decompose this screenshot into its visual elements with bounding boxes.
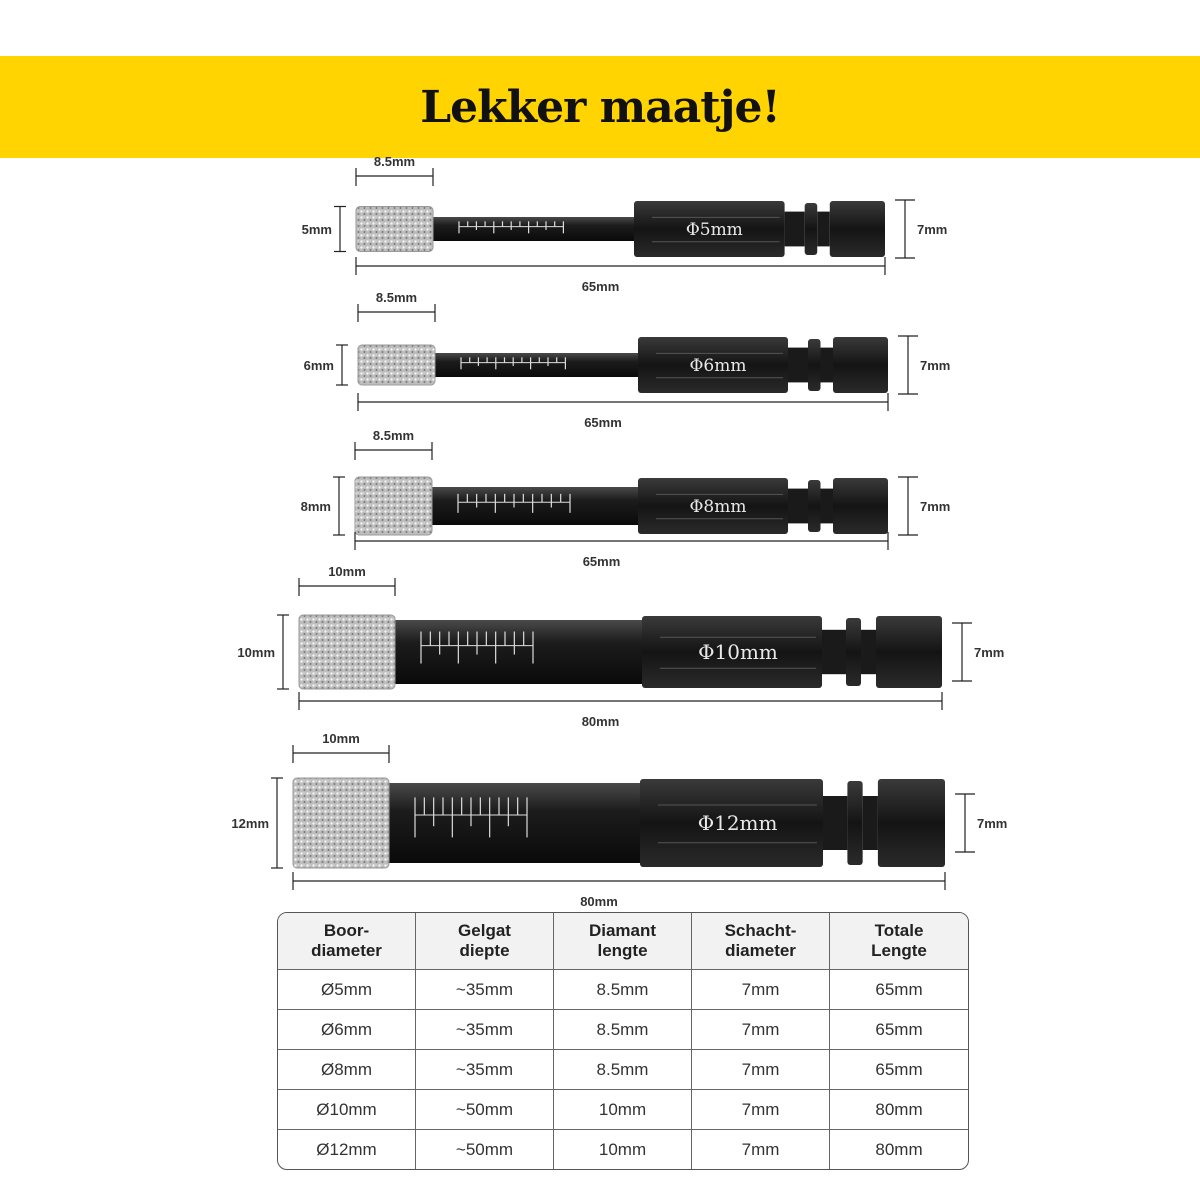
diamond-tip [293, 778, 389, 868]
header-total-length: Totale Lengte [830, 913, 968, 970]
table-cell: ~35mm [416, 1050, 554, 1090]
total-length-label: 80mm [580, 894, 618, 909]
table-row [278, 1010, 968, 1050]
drill-bit-3 [301, 428, 951, 569]
size-marking: Φ8mm [689, 496, 747, 517]
total-length-label: 65mm [581, 279, 620, 294]
drill-bit-1 [302, 154, 948, 294]
table-row [278, 1090, 968, 1130]
hex-shank [638, 478, 888, 534]
header-bore-diameter: Boor- diameter [278, 913, 416, 970]
dimension-diamond-length [358, 290, 435, 322]
diamond-tip [299, 615, 395, 689]
dimension-total-length [355, 532, 888, 569]
size-marking: Φ5mm [685, 219, 743, 240]
dimension-diamond-length [299, 564, 395, 596]
table-row [278, 970, 968, 1010]
diamond-tip [355, 477, 432, 535]
hex-shank [642, 616, 942, 688]
bore-diameter-label: 8mm [300, 499, 331, 514]
shank-diameter-label: 7mm [920, 499, 951, 514]
diamond-length-label: 8.5mm [373, 154, 416, 169]
bore-diameter-label: 12mm [231, 816, 269, 831]
table-cell: ~50mm [416, 1130, 554, 1169]
table-cell: 8.5mm [554, 970, 692, 1010]
bore-diameter-label: 5mm [301, 222, 332, 237]
size-marking: Φ6mm [689, 355, 747, 376]
drill-shank [387, 783, 642, 863]
diamond-tip [358, 345, 435, 385]
dimension-total-length [293, 872, 945, 909]
total-length-label: 80mm [581, 714, 620, 729]
shank-diameter-label: 7mm [917, 222, 948, 237]
table-row [278, 1050, 968, 1090]
page-title: Lekker maatje! [420, 81, 780, 133]
table-cell: ~35mm [416, 1010, 554, 1050]
drill-shank [393, 620, 644, 684]
table-cell: 80mm [830, 1090, 968, 1130]
table-cell: Ø8mm [278, 1050, 416, 1090]
dimension-bore-diameter [302, 207, 346, 252]
table-cell: 7mm [692, 970, 830, 1010]
table-cell: 10mm [554, 1090, 692, 1130]
hex-shank [638, 337, 888, 393]
table-cell: 65mm [830, 1050, 968, 1090]
table-cell: 8.5mm [554, 1050, 692, 1090]
header-diamond-length: Diamant lengte [554, 913, 692, 970]
size-marking: Φ12mm [697, 811, 778, 835]
table-cell: 7mm [692, 1130, 830, 1169]
dimension-diamond-length [293, 731, 389, 763]
spec-table [277, 912, 969, 1170]
table-cell: 10mm [554, 1130, 692, 1169]
table-cell: 7mm [692, 1090, 830, 1130]
table-cell: Ø6mm [278, 1010, 416, 1050]
header-hole-depth: Gelgat diepte [416, 913, 554, 970]
table-cell: Ø10mm [278, 1090, 416, 1130]
size-marking: Φ10mm [698, 640, 778, 664]
table-cell: Ø5mm [278, 970, 416, 1010]
bore-diameter-label: 10mm [237, 645, 275, 660]
diamond-length-label: 10mm [322, 731, 360, 746]
dimension-diamond-length [355, 428, 432, 460]
table-cell: 7mm [692, 1050, 830, 1090]
dimension-shank-diameter [898, 477, 950, 535]
diamond-length-label: 10mm [328, 564, 366, 579]
diamond-length-label: 8.5mm [375, 290, 418, 305]
dimension-shank-diameter [898, 336, 950, 394]
drill-shank [430, 487, 640, 525]
table-cell: Ø12mm [278, 1130, 416, 1169]
shank-diameter-label: 7mm [977, 816, 1008, 831]
diamond-tip [356, 207, 433, 252]
bore-diameter-label: 6mm [303, 358, 334, 373]
table-cell: ~50mm [416, 1090, 554, 1130]
table-row [278, 1130, 968, 1169]
dimension-shank-diameter [952, 623, 1004, 681]
drill-bit-4 [237, 564, 1004, 729]
dimension-bore-diameter [304, 345, 348, 385]
dimension-shank-diameter [895, 200, 947, 258]
shank-diameter-label: 7mm [920, 358, 951, 373]
hex-shank [634, 201, 885, 257]
dimension-diamond-length [356, 154, 433, 186]
drill-bit-2 [304, 290, 951, 430]
drill-shank [431, 217, 636, 241]
table-cell: ~35mm [416, 970, 554, 1010]
total-length-label: 65mm [584, 415, 622, 430]
dimension-shank-diameter [955, 794, 1007, 852]
hex-shank [640, 779, 945, 867]
diamond-length-label: 8.5mm [372, 428, 415, 443]
table-header-row [278, 913, 968, 970]
dimension-bore-diameter [301, 477, 345, 535]
dimension-bore-diameter [237, 615, 289, 689]
table-cell: 7mm [692, 1010, 830, 1050]
shank-diameter-label: 7mm [974, 645, 1005, 660]
table-cell: 65mm [830, 1010, 968, 1050]
total-length-label: 65mm [582, 554, 621, 569]
table-cell: 65mm [830, 970, 968, 1010]
drill-shank [433, 353, 640, 377]
dimension-bore-diameter [231, 778, 283, 868]
table-cell: 8.5mm [554, 1010, 692, 1050]
dimension-total-length [299, 692, 942, 729]
dimension-total-length [356, 257, 885, 294]
table-cell: 80mm [875, 1139, 923, 1159]
header-shank-diameter: Schacht- diameter [692, 913, 830, 970]
drill-bit-5 [231, 731, 1007, 909]
dimension-total-length [358, 393, 888, 430]
